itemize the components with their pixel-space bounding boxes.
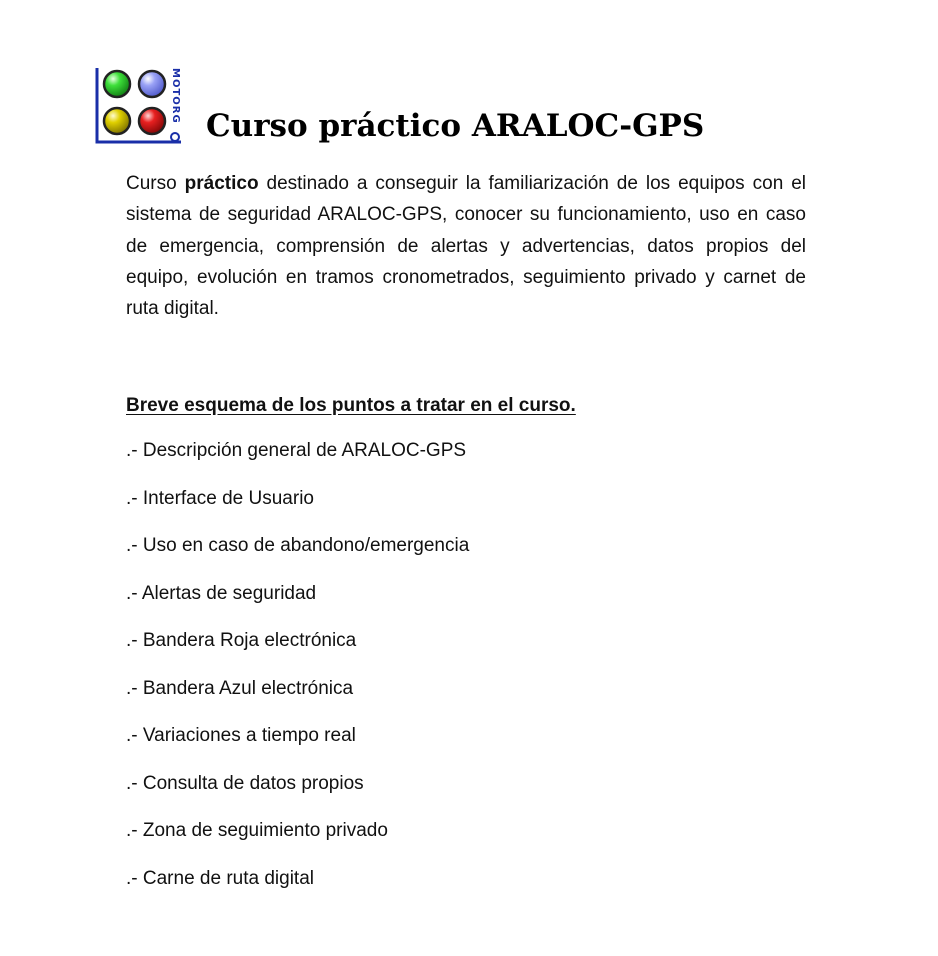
outline-heading: Breve esquema de los puntos a tratar en el curso.: [126, 395, 576, 416]
topic-list: [126, 437, 469, 912]
list-item: .- Alertas de seguridad: [126, 582, 317, 604]
intro-lead: Curso: [126, 173, 185, 194]
intro-rest: destinado a conseguir la familiarización de los equipos con el sistema de seguridad ARALOC-GPS, conocer su funcionamiento, uso en caso de emergencia, comprensión de alertas y advertencias, datos propios del equipo, evolución en tramos cronometrados, seguimiento privado y carnet de ruta digital.: [126, 173, 806, 320]
list-item: .- Carne de ruta digital: [126, 867, 314, 889]
yellow-light-icon: [104, 108, 130, 134]
intro-paragraph: [126, 168, 806, 324]
red-light-icon: [139, 108, 165, 134]
list-item: .- Descripción general de ARALOC-GPS: [126, 440, 467, 461]
list-item: .- Bandera Azul electrónica: [126, 677, 354, 699]
list-item: .- Interface de Usuario: [126, 487, 314, 509]
list-item: .- Uso en caso de abandono/emergencia: [126, 535, 470, 556]
list-item: .- Zona de seguimiento privado: [126, 820, 388, 841]
motorg-logo: [95, 66, 185, 146]
green-light-icon: [104, 71, 130, 97]
intro-bold-word: práctico: [184, 173, 259, 194]
list-item: .- Variaciones a tiempo real: [126, 725, 356, 746]
logo-wordmark: MOTORG: [170, 68, 181, 124]
blue-light-icon: [139, 71, 165, 97]
list-item: .- Consulta de datos propios: [126, 772, 364, 794]
list-item: .- Bandera Roja electrónica: [126, 630, 357, 651]
page-title: Curso práctico ARALOC-GPS: [206, 108, 705, 144]
